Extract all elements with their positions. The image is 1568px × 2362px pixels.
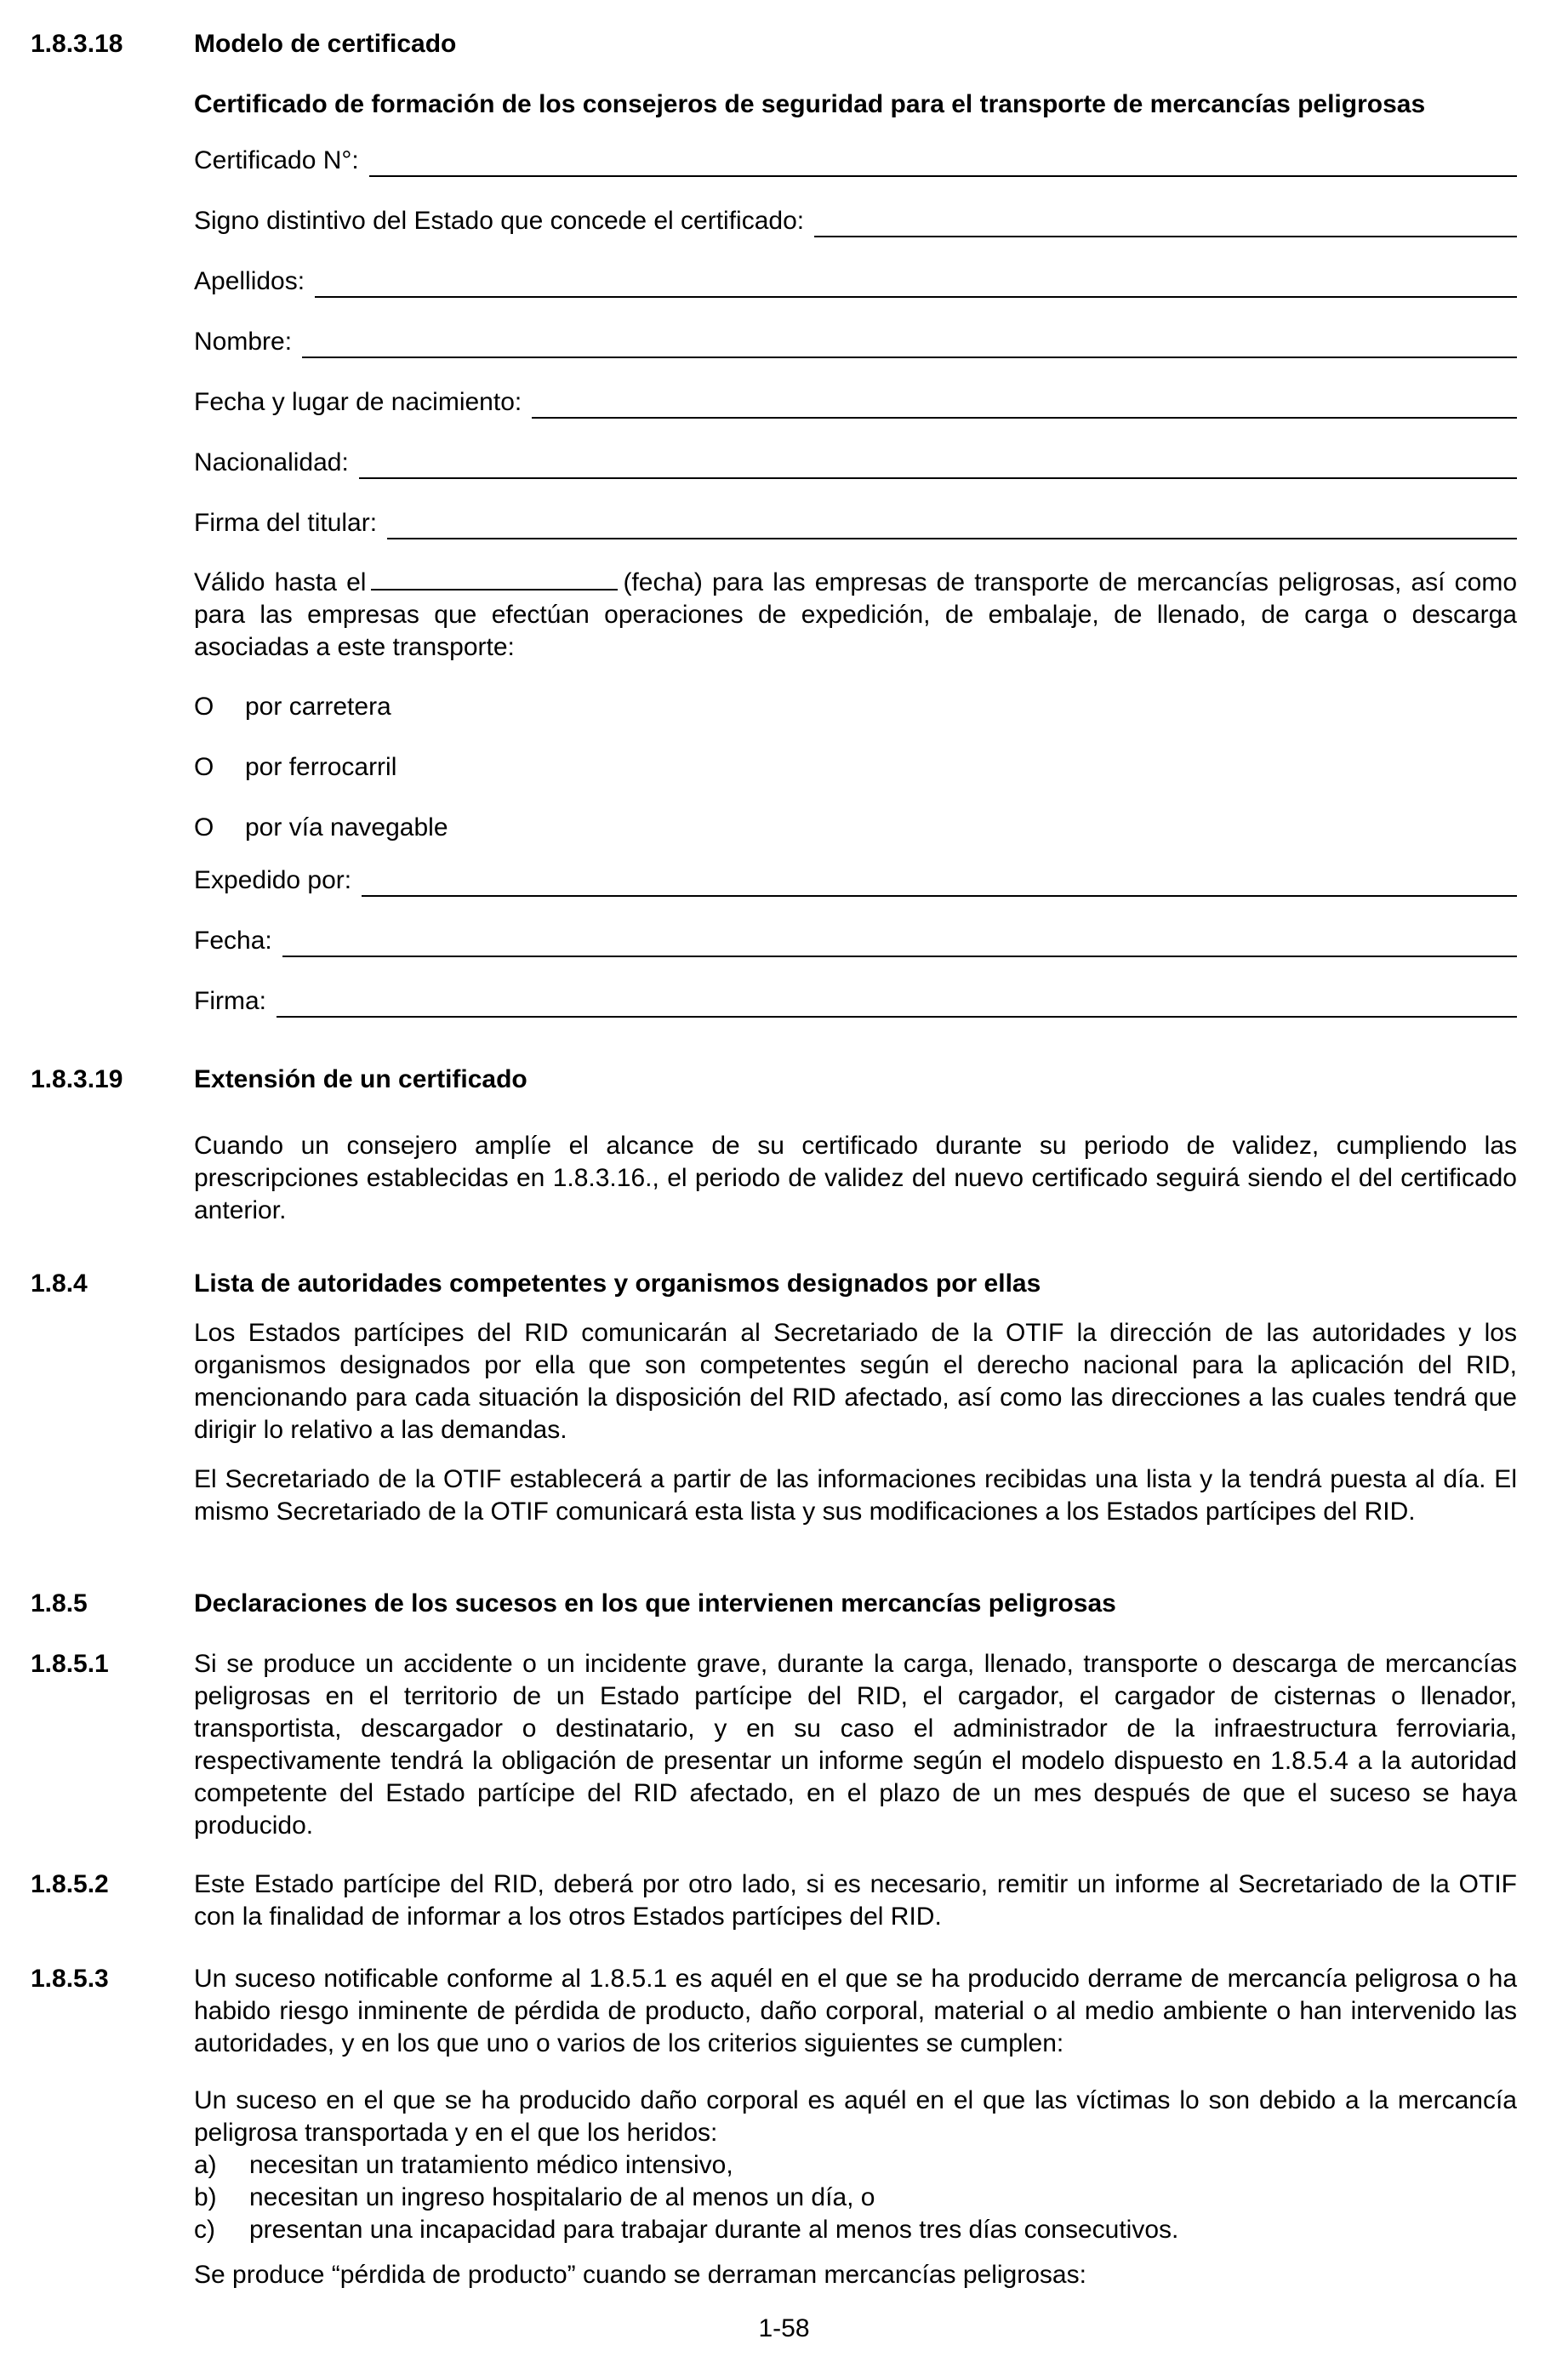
paragraph: Un suceso notificable conforme al 1.8.5.1 es aquél en el que se ha producido derrame de mercancía peligrosa o ha habido riesgo inminente de pérdida de producto, daño corporal, material o al medio ambiente o han intervenido las autoridades, y en los que uno o varios de los criterios siguientes se cumplen: — [194, 1965, 1517, 2057]
list-marker: a) — [194, 2151, 217, 2179]
paragraph: Se produce “pérdida de producto” cuando se derraman mercancías peligrosas: — [194, 2261, 1086, 2289]
blank-line — [369, 150, 1517, 177]
field-label: Fecha y lugar de nacimiento: — [194, 388, 522, 416]
section-title: Declaraciones de los sucesos en los que intervienen mercancías peligrosas — [194, 1589, 1116, 1617]
paragraph: Un suceso en el que se ha producido daño corporal es aquél en el que las víctimas lo son debido a la mercancía peligrosa transportada y en el que los heridos: — [194, 2086, 1517, 2147]
field-surname — [194, 264, 1517, 298]
paragraph: Cuando un consejero amplíe el alcance de su certificado durante su periodo de validez, cumpliendo las prescripciones establecidas en 1.8.3.16., el periodo de validez del nuevo certificado seguirá siendo el del certificado anterior. — [194, 1132, 1517, 1224]
field-name — [194, 324, 1517, 358]
blank-line — [532, 391, 1517, 419]
section-number: 1.8.5 — [31, 1589, 88, 1617]
validity-paragraph — [194, 565, 1517, 664]
blank-line — [359, 452, 1517, 479]
list-item — [194, 2149, 1517, 2182]
field-date — [194, 923, 1517, 957]
blank-line — [277, 990, 1517, 1018]
option-label: por ferrocarril — [245, 753, 397, 781]
field-label: Certificado N°: — [194, 146, 359, 174]
list-item — [194, 2214, 1517, 2246]
field-nationality — [194, 445, 1517, 479]
field-label: Apellidos: — [194, 267, 305, 295]
blank-line — [362, 870, 1517, 897]
field-label: Fecha: — [194, 927, 272, 955]
option-marker: O — [194, 813, 214, 842]
paragraph: Si se produce un accidente o un incidente grave, durante la carga, llenado, transporte o descarga de mercancías peligrosas en el territorio de un Estado partícipe del RID, el cargador, el cargador de cisternas o llenador, transportista, descargador o destinatario, y en su caso el administrador de la infraestructura ferroviaria, respectivamente tendrá la obligación de presentar un informe según el modelo dispuesto en 1.8.5.4 a la autoridad competente del Estado partícipe del RID afectado, en el plazo de un mes después de que el suceso se haya producido. — [194, 1650, 1517, 1840]
paragraph: El Secretariado de la OTIF establecerá a partir de las informaciones recibidas una lista y la tendrá puesta al día. El mismo Secretariado de la OTIF comunicará esta lista y sus modificaciones a los Estados partícipes del RID. — [194, 1465, 1517, 1526]
date-blank — [371, 565, 618, 590]
section-title: Modelo de certificado — [194, 30, 457, 58]
list-text: presentan una incapacidad para trabajar durante al menos tres días consecutivos. — [249, 2216, 1179, 2244]
blank-line — [302, 331, 1517, 358]
validity-text: (fecha) para las empresas de transporte de mercancías peligrosas, así como para las empresas que efectúan operaciones de expedición, de embalaje, de llenado, de carga o descarga asociadas a este transporte: — [194, 568, 1517, 661]
option-waterway — [194, 812, 448, 844]
list-marker: b) — [194, 2183, 217, 2211]
blank-line — [282, 930, 1517, 957]
section-title: Lista de autoridades competentes y organismos designados por ellas — [194, 1269, 1041, 1298]
option-road — [194, 691, 391, 723]
section-number: 1.8.4 — [31, 1269, 88, 1298]
field-state-sign — [194, 203, 1517, 237]
section-number: 1.8.3.18 — [31, 30, 123, 58]
blank-line — [315, 271, 1517, 298]
paragraph: Los Estados partícipes del RID comunicarán al Secretariado de la OTIF la dirección de las autoridades y los organismos designados por ella que son competentes según el derecho nacional para la aplicación del RID, mencionando para cada situación la disposición del RID afectado, así como las direcciones a las cuales tendrá que dirigir lo relativo a las demandas. — [194, 1319, 1517, 1444]
validity-prefix: Válido hasta el — [194, 568, 367, 596]
subsection-number: 1.8.5.2 — [31, 1870, 109, 1898]
option-marker: O — [194, 693, 214, 721]
page-number: 1-58 — [758, 2314, 810, 2342]
certificate-title: Certificado de formación de los consejeros de seguridad para el transporte de mercancías peligrosas — [194, 90, 1426, 118]
list-item — [194, 2182, 1517, 2214]
field-label: Firma: — [194, 987, 266, 1015]
field-signature — [194, 984, 1517, 1018]
blank-line — [387, 512, 1517, 539]
list-text: necesitan un ingreso hospitalario de al menos un día, o — [249, 2183, 875, 2211]
option-label: por vía navegable — [245, 813, 448, 842]
subsection-number: 1.8.5.3 — [31, 1965, 109, 1993]
list-marker: c) — [194, 2216, 215, 2244]
field-label: Nacionalidad: — [194, 448, 349, 476]
field-issued-by — [194, 863, 1517, 897]
field-birth — [194, 385, 1517, 419]
option-marker: O — [194, 753, 214, 781]
field-label: Nombre: — [194, 328, 293, 356]
field-certificate-number — [194, 143, 1517, 177]
field-label: Signo distintivo del Estado que concede el certificado: — [194, 207, 805, 235]
field-label: Expedido por: — [194, 866, 352, 894]
paragraph: Este Estado partícipe del RID, deberá por otro lado, si es necesario, remitir un informe al Secretariado de la OTIF con la finalidad de informar a los otros Estados partícipes del RID. — [194, 1870, 1517, 1931]
criteria-list — [194, 2149, 1517, 2246]
subsection-number: 1.8.5.1 — [31, 1650, 109, 1678]
field-holder-signature — [194, 505, 1517, 539]
section-title: Extensión de un certificado — [194, 1065, 527, 1093]
list-text: necesitan un tratamiento médico intensivo, — [249, 2151, 733, 2179]
section-number: 1.8.3.19 — [31, 1065, 123, 1093]
field-label: Firma del titular: — [194, 509, 378, 537]
blank-line — [814, 210, 1517, 237]
option-label: por carretera — [245, 693, 391, 721]
option-rail — [194, 751, 396, 784]
